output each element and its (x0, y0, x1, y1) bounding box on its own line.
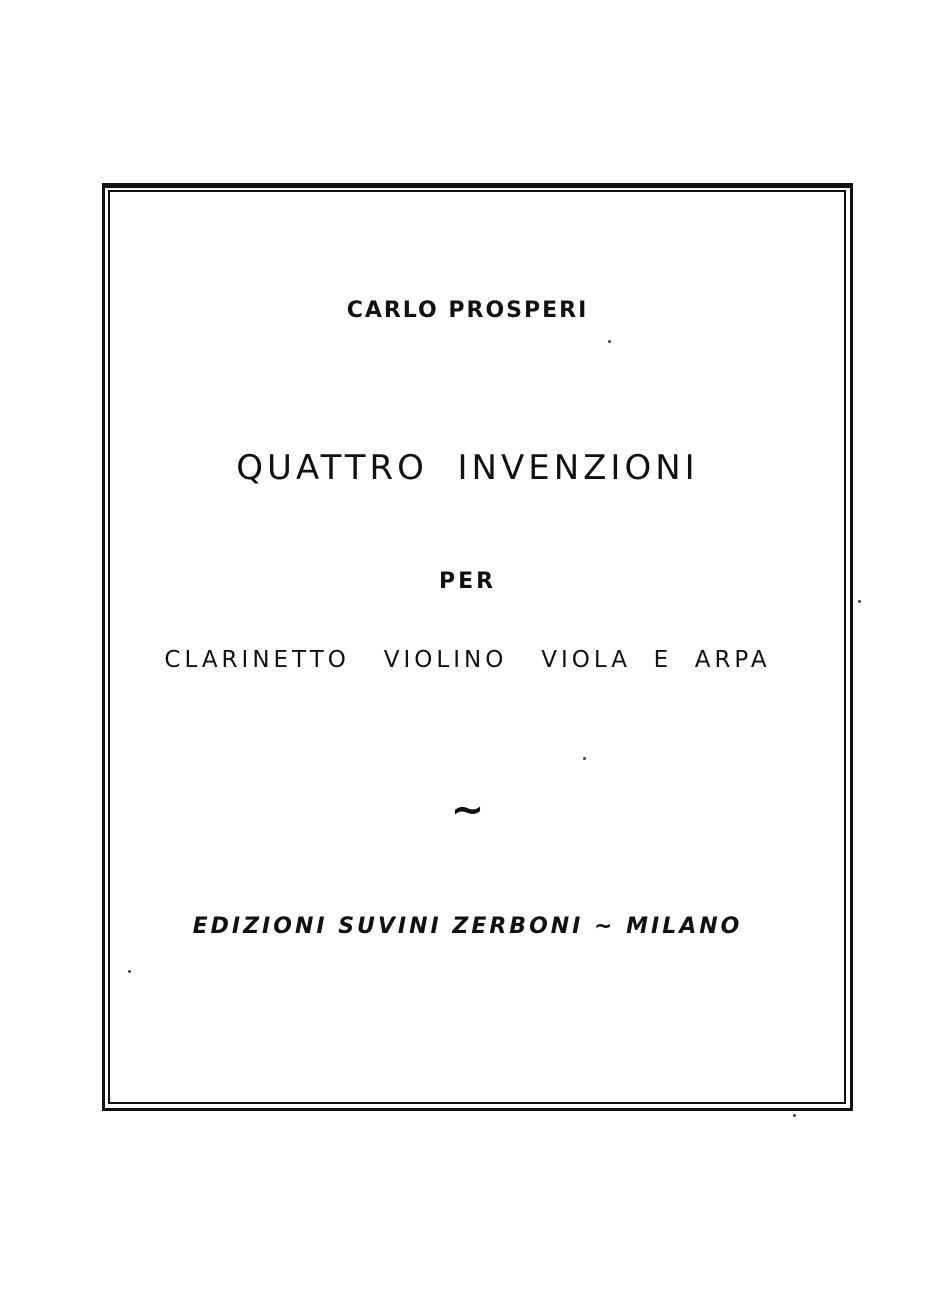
scan-speck (858, 600, 861, 603)
publisher-line: EDIZIONI SUVINI ZERBONI ~ MILANO (192, 914, 743, 939)
work-title: QUATTRO INVENZIONI (236, 448, 699, 488)
instrumentation: CLARINETTO VIOLINO VIOLA E ARPA (164, 647, 771, 673)
composer-name: CARLO PROSPERI (346, 298, 589, 323)
scan-speck (793, 1114, 796, 1117)
per-label: PER (438, 569, 497, 594)
ornament-tilde: ~ (450, 787, 485, 833)
scan-speck (583, 757, 586, 760)
scan-speck (128, 970, 131, 973)
scan-speck (608, 340, 611, 343)
